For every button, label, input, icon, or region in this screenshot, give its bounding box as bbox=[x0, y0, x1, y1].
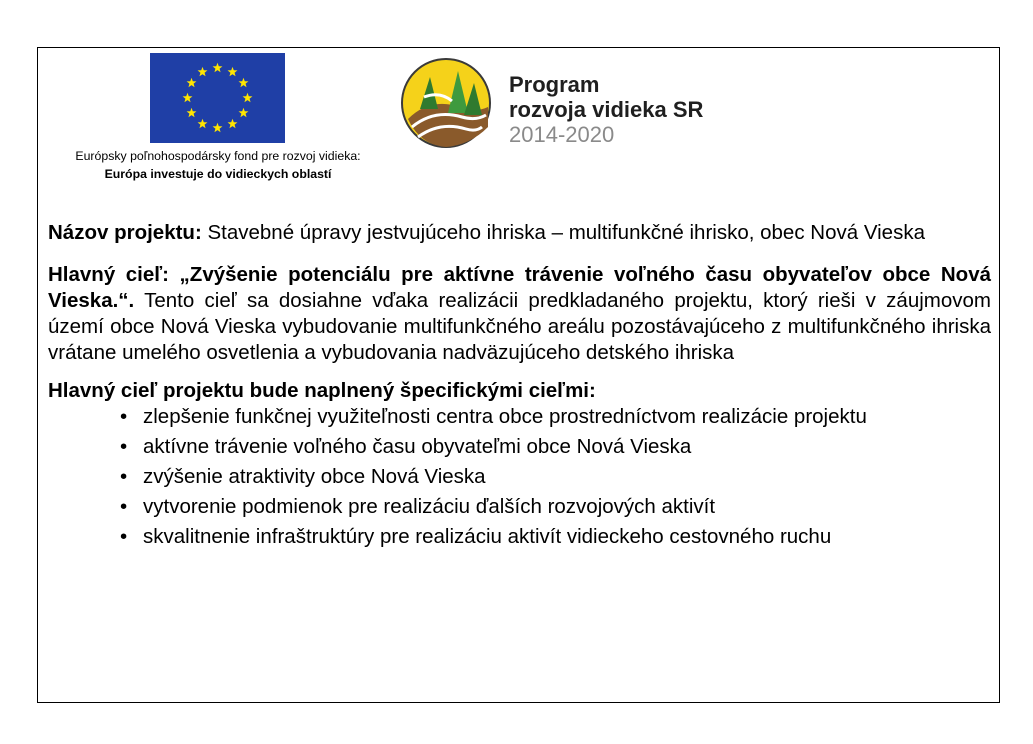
project-name-paragraph bbox=[48, 220, 991, 246]
specific-goal-text: vytvorenie podmienok pre realizáciu ďalších rozvojových aktivít bbox=[143, 495, 716, 518]
program-period: 2014-2020 bbox=[509, 122, 615, 147]
specific-goal-text: aktívne trávenie voľného času obyvateľmi obce Nová Vieska bbox=[143, 435, 692, 458]
bullet-icon: • bbox=[120, 435, 128, 458]
eu-slogan-caption: Európa investuje do vidieckych oblastí bbox=[104, 167, 332, 181]
program-title-line2: rozvoja vidieka SR bbox=[509, 97, 704, 122]
program-title-line1: Program bbox=[509, 72, 600, 97]
specific-goal-item bbox=[48, 494, 991, 520]
specific-goals-list bbox=[48, 404, 991, 550]
project-name-text: Stavebné úpravy jestvujúceho ihriska – multifunkčné ihrisko, obec Nová Vieska bbox=[201, 221, 925, 244]
eu-fund-caption: Európsky poľnohospodársky fond pre rozvoj vidieka: bbox=[75, 149, 361, 163]
main-goal-label: Hlavný cieľ: „Zvýšenie potenciálu pre aktívne trávenie voľného času obyvateľov obce Nová Vieska.“. bbox=[48, 263, 991, 312]
specific-goal-item bbox=[48, 464, 991, 490]
specific-goals-heading: Hlavný cieľ projektu bude naplnený špecifickými cieľmi: bbox=[48, 379, 596, 402]
bullet-icon: • bbox=[120, 465, 128, 488]
specific-goal-item bbox=[48, 524, 991, 550]
bullet-icon: • bbox=[120, 405, 128, 428]
specific-goal-text: zvýšenie atraktivity obce Nová Vieska bbox=[143, 465, 486, 488]
main-goal-text: Tento cieľ sa dosiahne vďaka realizácii predkladaného projektu, ktorý rieši v záujmovom území obce Nová Vieska vybudovanie multifunkčného areálu pozostávajúceho z multifunkčného ihriska vrátane umelého osvetlenia a vybudovania nadväzujúceho detského ihriska bbox=[48, 289, 991, 364]
specific-goal-text: skvalitnenie infraštruktúry pre realizáciu aktivít vidieckeho cestovného ruchu bbox=[143, 525, 832, 548]
rural-development-program-logo bbox=[400, 57, 492, 149]
bullet-icon: • bbox=[120, 495, 128, 518]
specific-goal-item bbox=[48, 404, 991, 430]
specific-goal-item bbox=[48, 434, 991, 460]
bullet-icon: • bbox=[120, 525, 128, 548]
project-content bbox=[48, 220, 991, 554]
main-goal-paragraph bbox=[48, 262, 991, 366]
specific-goal-text: zlepšenie funkčnej využiteľnosti centra obce prostredníctvom realizácie projektu bbox=[143, 405, 867, 428]
project-name-label: Názov projektu: bbox=[48, 221, 202, 244]
eu-flag-logo bbox=[150, 53, 285, 143]
